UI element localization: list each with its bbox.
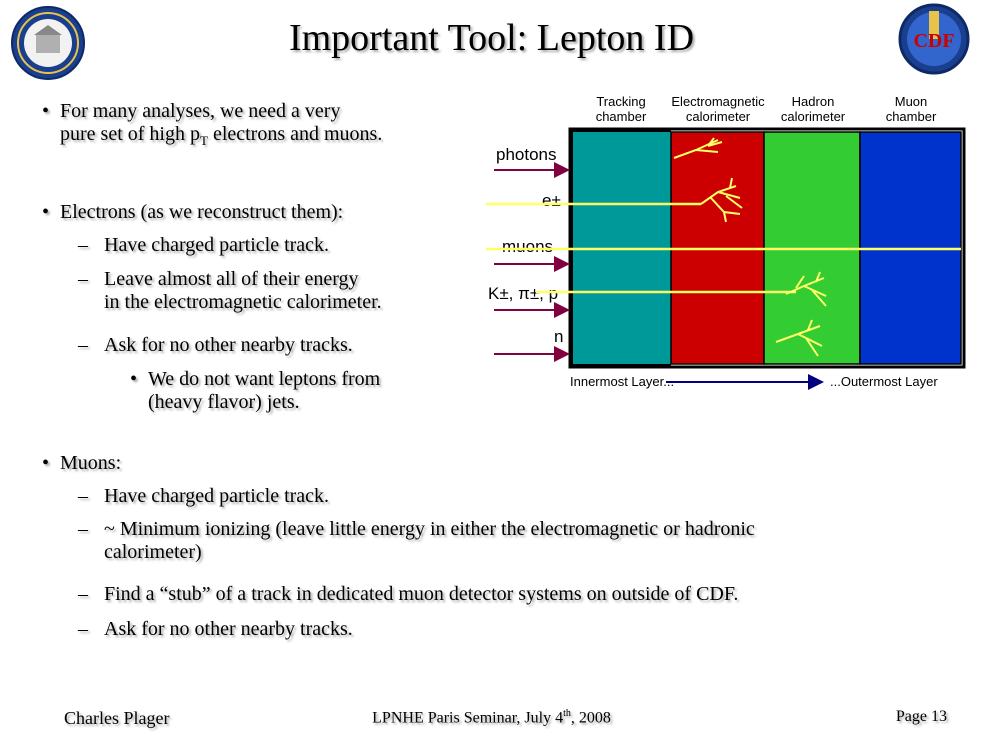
svg-text:CDF: CDF bbox=[913, 30, 955, 52]
header-muon: Muon bbox=[894, 94, 928, 109]
label-neutrons: n bbox=[554, 327, 564, 346]
label-hadrons: K±, π±, p bbox=[488, 284, 559, 303]
bullet-electrons: • Electrons (as we reconstruct them): bbox=[42, 201, 344, 223]
electrons-isolation: – Ask for no other nearby tracks. bbox=[78, 334, 353, 356]
footer-author: Charles Plager bbox=[64, 708, 170, 728]
header-hadron: Hadron bbox=[791, 94, 835, 109]
muons-mip: – ~ Minimum ionizing (leave little energy in either the electromagnetic or hadronic calorimeter) bbox=[78, 518, 755, 563]
muons-stub: – Find a “stub” of a track in dedicated muon detector systems on outside of CDF. bbox=[78, 583, 739, 605]
label-innermost: Innermost Layer... bbox=[570, 374, 675, 389]
header-tracking-2: chamber bbox=[595, 109, 647, 124]
detector-diagram bbox=[486, 88, 966, 400]
page-title: Important Tool: Lepton ID bbox=[288, 17, 695, 59]
bullet-analyses-line1: For many analyses, we need a very bbox=[60, 100, 341, 122]
label-electrons: e± bbox=[542, 191, 561, 210]
bullet-analyses bbox=[42, 100, 480, 152]
muons-track: – Have charged particle track. bbox=[78, 485, 330, 507]
header-muon-2: chamber bbox=[885, 109, 937, 124]
muons-isolation: – Ask for no other nearby tracks. bbox=[78, 618, 353, 640]
electrons-jets: • We do not want leptons from (heavy flavor) jets. bbox=[130, 368, 381, 413]
bullet-analyses-line2: pure set of high $p_T$ electrons and muons. bbox=[60, 123, 383, 148]
header-em: Electromagnetic bbox=[671, 94, 765, 109]
footer-page-number: Page 13 bbox=[895, 708, 947, 725]
header-hadron-2: calorimeter bbox=[780, 109, 846, 124]
label-muons: muons bbox=[502, 237, 554, 256]
bullet-mark: • bbox=[42, 100, 50, 122]
electrons-energy: – Leave almost all of their energy in the electromagnetic calorimeter. bbox=[78, 268, 382, 313]
header-tracking: Tracking bbox=[596, 94, 646, 109]
footer-event: LPNHE Paris Seminar, July 4th, 2008 bbox=[372, 708, 611, 727]
label-outermost: ...Outermost Layer bbox=[830, 374, 938, 389]
header-em-2: calorimeter bbox=[685, 109, 751, 124]
electrons-track: – Have charged particle track. bbox=[78, 234, 330, 256]
bullet-muons: • Muons: bbox=[42, 452, 122, 474]
label-photons: photons bbox=[496, 145, 557, 164]
